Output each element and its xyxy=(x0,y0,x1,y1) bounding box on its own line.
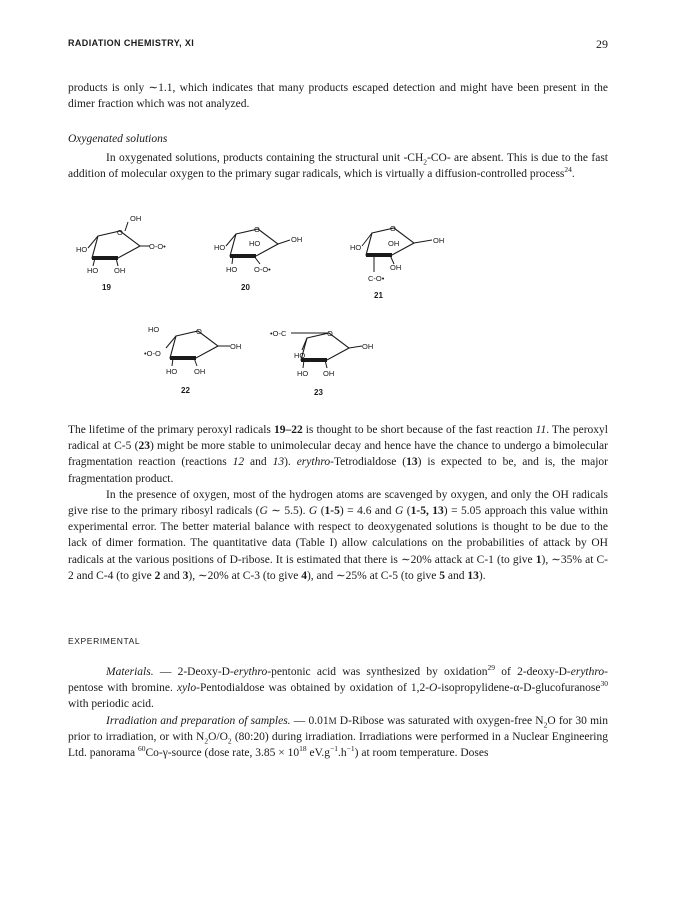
structure-20-label-oh: OH xyxy=(291,235,303,244)
structure-23-bond-ho2 xyxy=(303,360,304,368)
structure-19-bond-ho xyxy=(93,258,95,266)
structure-23-label-oh: OH xyxy=(362,342,374,351)
materials-paragraph: Materials. — 2-Deoxy-D-erythro-pentonic acid was synthesized by oxidation$^{29}$ of 2-deoxy-D-erythro-pentose with bromine. xylo-Pentodialdose was obtained by oxidation of 1,2-O-isopropylidene-α-D-glucofuranose$^{30}$ with periodic acid. xyxy=(68,663,609,711)
running-title: RADIATION CHEMISTRY, XI xyxy=(68,38,195,48)
discussion-section xyxy=(68,422,608,584)
structure-22-bond-oo xyxy=(166,336,176,348)
irradiation-paragraph: Irradiation and preparation of samples. — 0.01M D-Ribose was saturated with oxygen-free $N_2O$ for 30 min prior to irradiation, or with $N_2O/O_2$ (80:20) during irradiation. Irradiations were performed in a Nuclear Engineering Ltd. panorama $^{60}$Co-γ-source (dose rate, $3.85 \times 10^{18}$ $eV.g^{-1}.h^{-1}$) at room temperature. Doses xyxy=(68,714,609,760)
structure-20-label-ho-inner: HO xyxy=(249,239,261,248)
structure-23-ring xyxy=(301,333,349,360)
structure-22-bond-oh2 xyxy=(194,358,197,366)
page-number: 29 xyxy=(596,37,608,51)
structure-20-label-oo: O-O• xyxy=(254,265,271,274)
structure-20 xyxy=(214,225,302,292)
structure-21-label-ring-o: O xyxy=(390,224,396,233)
structure-22-label-oo: •O-O xyxy=(144,349,161,358)
experimental-heading: EXPERIMENTAL xyxy=(68,636,141,646)
structure-19-bond-oh2 xyxy=(116,258,118,266)
structure-21-label-ho: HO xyxy=(350,243,362,252)
structure-19-label-oh: OH xyxy=(130,214,142,223)
structure-22-label-ring-o: O xyxy=(196,327,202,336)
structure-23-number: 23 xyxy=(314,388,323,397)
experimental-section xyxy=(68,664,608,761)
structure-22-bond-ho xyxy=(172,358,173,366)
structure-21-number: 21 xyxy=(374,291,383,300)
structure-21-label-oh-inner: OH xyxy=(388,239,400,248)
structure-20-bond-ho1 xyxy=(226,234,236,246)
structure-23-bond-oh xyxy=(349,346,362,348)
structure-21-ring xyxy=(366,228,414,255)
structure-19 xyxy=(76,214,166,292)
discussion-paragraph-1: The lifetime of the primary peroxyl radicals 19–22 is thought to be short because of the fast reaction 11. The peroxyl radical at C-5 (23) might be more stable to unimolecular decay and hence have the chance to undergo a bimolecular fragmentation reaction (reactions 12 and 13). erythro-Tetrodialdose (13) is expected to be, and is, the major fragmentation product. xyxy=(68,424,608,485)
discussion-paragraph-2: In the presence of oxygen, most of the hydrogen atoms are scavenged by oxygen, and only the OH radicals give rise to the primary ribosyl radicals (G ∼ 5.5). G (1-5) = 4.6 and G (1-5, 13) = 5.05 approach this value within experimental error. The better material balance with respect to deoxygenated solutions is thought to be due to the lack of dimer formation. The quantitative data (Table I) allow calculations on the probabilities of attack by OH radicals at the various positions of D-ribose. It is estimated that there is ∼20% attack at C-1 (to give 1), ∼35% at C-2 and C-4 (to give 2 and 3), ∼20% at C-3 (to give 4), and ∼25% at C-5 (to give 5 and 13). xyxy=(68,488,608,582)
structure-23 xyxy=(270,329,373,397)
structure-22-number: 22 xyxy=(181,386,190,395)
structure-20-ring xyxy=(230,229,278,256)
structure-19-label-oh2: OH xyxy=(114,266,126,275)
structure-19-ring xyxy=(92,231,140,258)
structure-19-number: 19 xyxy=(102,283,111,292)
structure-21-bond-ho xyxy=(362,233,372,246)
structure-21-bond-oh xyxy=(414,240,432,243)
page-header xyxy=(68,38,608,54)
structure-22-label-oh: OH xyxy=(230,342,242,351)
structure-19-bond-ho1 xyxy=(88,236,98,248)
oxygenated-heading: Oxygenated solutions xyxy=(68,133,168,145)
structure-19-label-ho2: HO xyxy=(87,266,99,275)
structure-22 xyxy=(144,325,241,395)
structure-20-number: 20 xyxy=(241,283,250,292)
irradiation-label: Irradiation and preparation of samples. xyxy=(106,714,291,727)
structure-20-bond-oo xyxy=(254,256,260,264)
structure-21 xyxy=(350,224,444,300)
structure-20-bond-oh xyxy=(278,240,290,244)
structure-22-label-ho2: HO xyxy=(166,367,178,376)
structure-21-label-oh2: OH xyxy=(390,263,402,272)
structure-22-label-ho: HO xyxy=(148,325,160,334)
structure-22-label-oh2: OH xyxy=(194,367,206,376)
structure-20-label-ho1: HO xyxy=(214,243,226,252)
structure-23-label-ring-o: O xyxy=(327,329,333,338)
oxygenated-paragraph: In oxygenated solutions, products containing the structural unit $-CH_2-CO-$ are absent. This is due to the fast addition of molecular oxygen to the primary sugar radicals, which is virtually a diffusion-controlled process$^{24}$. xyxy=(68,152,608,181)
structure-23-label-ho2: HO xyxy=(297,369,309,378)
structure-21-label-oh: OH xyxy=(433,236,445,245)
structure-23-bond-oh2 xyxy=(325,360,327,368)
structure-20-label-ring-o: O xyxy=(254,225,260,234)
structure-22-ring xyxy=(170,331,218,358)
materials-label: Materials. xyxy=(106,666,154,678)
intro-paragraph: products is only ∼1.1, which indicates that many products escaped detection and might have been present in the dimer fraction which was not analyzed. xyxy=(68,82,608,111)
structure-19-bond-oh xyxy=(125,222,128,231)
structure-20-label-ho2: HO xyxy=(226,265,238,274)
structure-21-bond-oh2 xyxy=(390,255,394,264)
structure-23-label-oh2: OH xyxy=(323,369,335,378)
structure-19-label-ring-o: O xyxy=(117,228,123,237)
structure-23-bond-ho1 xyxy=(302,338,307,350)
structure-23-label-oc: •O-C xyxy=(270,329,287,338)
structure-20-bond-ho2 xyxy=(232,256,233,264)
structure-19-label-oo: O-O• xyxy=(149,242,166,251)
structure-23-label-ho1: HO xyxy=(294,351,306,360)
structure-19-label-ho1: HO xyxy=(76,245,88,254)
structure-21-label-coo: C-O• xyxy=(368,274,385,283)
